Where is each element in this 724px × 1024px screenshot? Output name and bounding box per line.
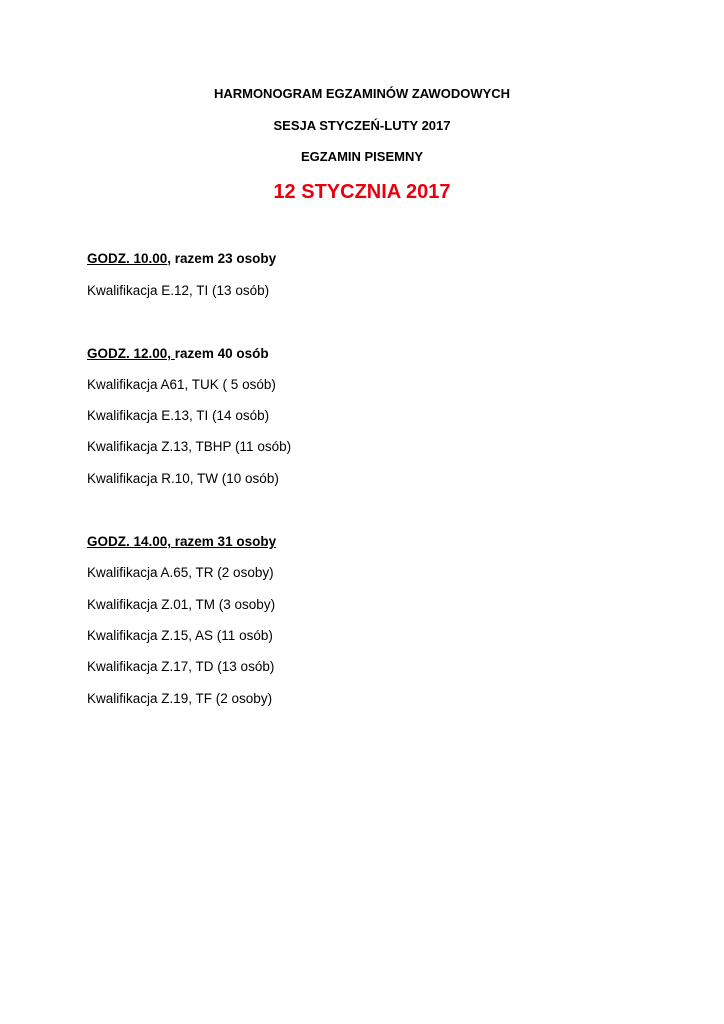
list-item: Kwalifikacja Z.15, AS (11 osób): [87, 628, 273, 643]
session-heading-12: [87, 346, 269, 362]
list-item: Kwalifikacja Z.17, TD (13 osób): [87, 659, 275, 674]
session-subtitle: SESJA STYCZEŃ-LUTY 2017: [273, 118, 451, 133]
list-item: Kwalifikacja A.65, TR (2 osoby): [87, 565, 274, 580]
list-item: Kwalifikacja E.12, TI (13 osób): [87, 283, 270, 298]
list-item: Kwalifikacja Z.19, TF (2 osoby): [87, 691, 273, 706]
session-time: GODZ. 12.00,: [87, 346, 175, 361]
list-item: Kwalifikacja R.10, TW (10 osób): [87, 471, 279, 486]
list-item: Kwalifikacja Z.01, TM (3 osoby): [87, 597, 276, 612]
document-title: HARMONOGRAM EGZAMINÓW ZAWODOWYCH: [213, 86, 511, 101]
exam-type-subtitle: EGZAMIN PISEMNY: [300, 149, 424, 164]
list-item: Kwalifikacja A61, TUK ( 5 osób): [87, 377, 276, 392]
session-total: , razem 23 osoby: [167, 251, 277, 266]
session-total: razem 40 osób: [174, 346, 269, 361]
session-time: GODZ. 14.00, razem 31 osoby: [87, 534, 277, 549]
session-heading-14: [87, 534, 276, 550]
list-item: Kwalifikacja E.13, TI (14 osób): [87, 408, 270, 423]
list-item: Kwalifikacja Z.13, TBHP (11 osób): [87, 439, 292, 454]
session-time: GODZ. 10.00: [87, 251, 168, 266]
exam-date: 12 STYCZNIA 2017: [273, 181, 451, 203]
session-heading-10: [87, 251, 276, 267]
